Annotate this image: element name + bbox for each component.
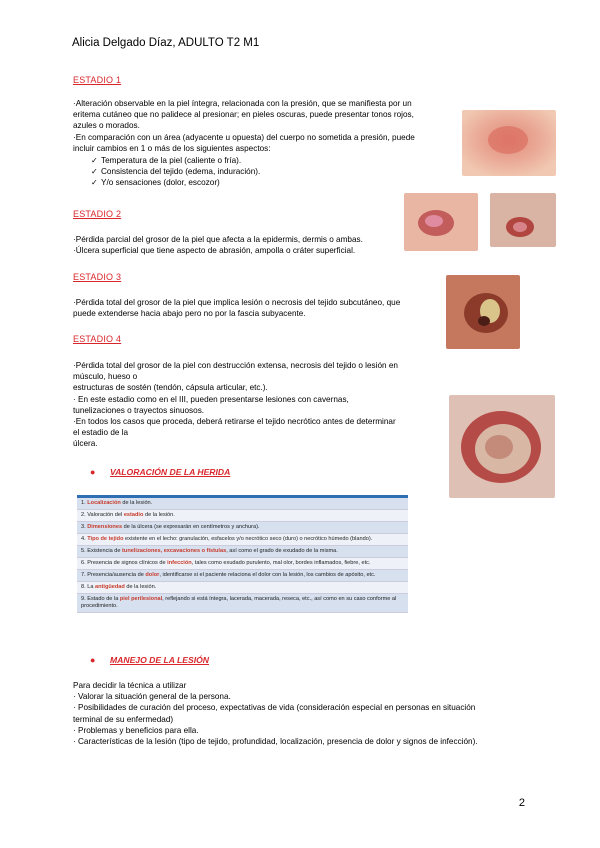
manejo-line: Para decidir la técnica a utilizar [73,681,187,690]
stage3-line: puede extenderse hacia abajo pero no por la fascia subyacente. [73,309,306,319]
manejo-title: MANEJO DE LA LESIÓN [110,655,209,665]
stage4-line: ·En todos los casos que proceda, deberá retirarse el tejido necrótico antes de determinar [73,417,396,427]
stage4-line: estructuras de sostén (tendón, cápsula articular, etc.). [73,383,268,393]
stage4-line: ·Pérdida total del grosor de la piel con destrucción extensa, necrosis del tejido o lesión en [73,361,398,370]
stage4-line: úlcera. [73,439,98,449]
table-row: 3. Dimensiones de la úlcera (se expresarán en centímetros y anchura). [77,522,408,534]
stage1-photo [462,110,556,176]
check-item: ✓ Temperatura de la piel (caliente o fría). [91,156,242,165]
stage2-photo-1 [404,193,478,251]
manejo-line: · Posibilidades de curación del proceso, expectativas de vida (consideración especial en personas en situación [73,703,476,713]
stage2-line: ·Úlcera superficial que tiene aspecto de abrasión, ampolla o cráter superficial. [73,246,356,256]
page-header: Alicia Delgado Díaz, ADULTO T2 M1 [72,37,260,49]
stage2-text [73,234,363,256]
stage4-line: músculo, hueso o [73,372,138,382]
table-row: 8. La antigüedad de la lesión. [77,582,408,594]
stage4-photo [449,395,555,498]
stage1-checklist [73,155,260,189]
page-number: 2 [518,797,525,809]
table-row: 1. Localización de la lesión. [77,498,408,510]
stage2-photo-2 [490,193,556,247]
stage4-title: ESTADIO 4 [73,334,122,344]
stage1-line: ·Alteración observable en la piel íntegra, relacionada con la presión, que se manifiesta por un [73,99,412,108]
stage1-line: ·En comparación con un área (adyacente u opuesta) del cuerpo no sometida a presión, puede [73,132,415,142]
stage2-title: ESTADIO 2 [73,209,122,219]
table-row: 5. Existencia de tunelizaciones, excavaciones o fístulas, así como el grado de exudado de la misma. [77,546,408,558]
check-item: ✓ Y/o sensaciones (dolor, escozor) [91,178,220,188]
stage3-text [73,297,400,319]
table-row: 6. Presencia de signos clínicos de infección, tales como exudado purulento, mal olor, bordes inflamados, fiebre, etc. [77,558,408,570]
table-row: 4. Tipo de tejido existente en el lecho: granulación, esfacelos y/o necrótico seco (duro) o necrótico húmedo (blando). [77,534,408,546]
manejo-line: · Valorar la situación general de la persona. [73,692,231,702]
bullet-icon: ● [90,467,96,477]
stage1-text [73,98,415,154]
stage3-photo [446,275,520,349]
manejo-text [73,680,478,747]
manejo-line: · Problemas y beneficios para ella. [73,725,199,735]
stage2-line: ·Pérdida parcial del grosor de la piel que afecta a la epidermis, dermis o ambas. [73,235,363,244]
manejo-line: terminal de su enfermedad) [73,714,174,724]
manejo-line: · Características de la lesión (tipo de tejido, profundidad, localización, presencia de dolor y signos de infección). [73,737,478,747]
stage3-title: ESTADIO 3 [73,272,122,282]
stage1-line: incluir cambios en 1 o más de los siguientes aspectos: [73,143,271,153]
table-row: 7. Presencia/ausencia de dolor, identificarse si el paciente relaciona el dolor con la lesión, los cambios de apósito, etc. [77,570,408,582]
table-row: 9. Estado de la piel perilesional, reflejando si está íntegra, lacerada, macerada, reseca, etc., así como en su caso conforme al procedimiento. [77,594,408,613]
stage1-line: azules o morados. [73,121,140,131]
check-item: ✓ Consistencia del tejido (edema, induración). [91,167,261,177]
stage4-text [73,360,398,450]
stage1-title: ESTADIO 1 [73,75,122,85]
check-icon: ✓ [91,167,98,177]
check-icon: ✓ [91,178,98,188]
check-icon: ✓ [91,156,98,165]
stage4-line: el estadio de la [73,428,129,438]
bullet-icon: ● [90,655,96,665]
valoracion-table [77,495,408,613]
stage1-line: eritema cutáneo que no palidece al presionar; en pieles oscuras, puede presentar tonos rojos, [73,110,414,120]
stage4-line: tunelizaciones o trayectos sinuosos. [73,405,205,415]
valoracion-title: VALORACIÓN DE LA HERIDA [110,467,231,477]
stage3-line: ·Pérdida total del grosor de la piel que implica lesión o necrosis del tejido subcutáneo, que [73,298,401,307]
stage4-line: · En este estadio como en el III, pueden presentarse lesiones con cavernas, [73,394,349,404]
table-row: 2. Valoración del estadio de la lesión. [77,510,408,522]
